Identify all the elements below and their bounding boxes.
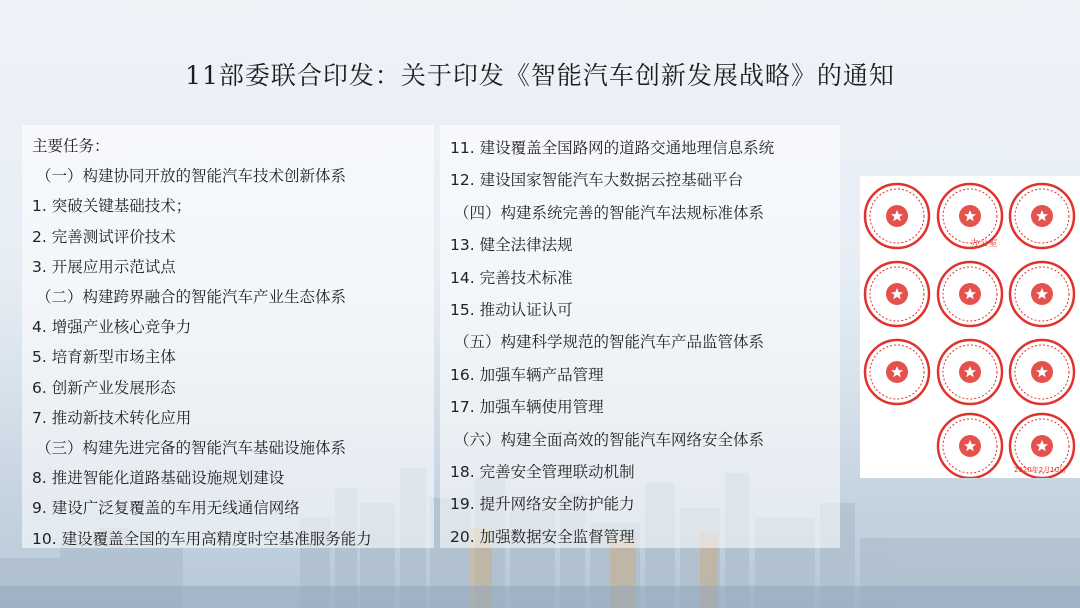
list-item: 4. 增强产业核心竞争力 [32, 318, 192, 337]
list-item: 14. 完善技术标准 [450, 268, 573, 287]
section-heading: （六）构建全面高效的智能汽车网络安全体系 [454, 430, 765, 449]
list-item: 2. 完善测试评价技术 [32, 227, 176, 246]
list-item: 19. 提升网络安全防护能力 [450, 495, 635, 514]
list-item: 7. 推动新技术转化应用 [32, 408, 192, 427]
list-item: 15. 推动认证认可 [450, 301, 573, 320]
list-item: 12. 建设国家智能汽车大数据云控基础平台 [450, 171, 744, 190]
list-heading: 主要任务： [32, 137, 110, 155]
list-item: 3. 开展应用示范试点 [32, 257, 176, 276]
section-heading: （五）构建科学规范的智能汽车产品监管体系 [454, 333, 765, 352]
seals-graphic [860, 176, 1080, 478]
list-item: 18. 完善安全管理联动机制 [450, 463, 635, 482]
section-heading: （二）构建跨界融合的智能汽车产业生态体系 [36, 288, 347, 307]
official-seals-image [860, 176, 1080, 478]
list-item: 5. 培育新型市场主体 [32, 348, 176, 367]
seal-office-label: 办公室 [970, 239, 998, 249]
list-item: 1. 突破关键基础技术； [32, 197, 192, 216]
list-item: 11. 建设覆盖全国路网的道路交通地理信息系统 [450, 139, 775, 157]
list-item: 13. 健全法律法规 [450, 236, 573, 255]
list-item: 17. 加强车辆使用管理 [450, 398, 604, 417]
section-heading: （四）构建系统完善的智能汽车法规标准体系 [454, 203, 765, 222]
list-item: 6. 创新产业发展形态 [32, 378, 176, 397]
list-item: 10. 建设覆盖全国的车用高精度时空基准服务能力 [32, 529, 372, 548]
list-item: 20. 加强数据安全监督管理 [450, 527, 635, 546]
list-item: 8. 推进智能化道路基础设施规划建设 [32, 469, 285, 488]
left-task-list [32, 131, 372, 554]
section-heading: （一）构建协同开放的智能汽车技术创新体系 [36, 167, 347, 186]
seal-date-label: 2020年2月10日 [1013, 466, 1067, 474]
list-item: 16. 加强车辆产品管理 [450, 365, 604, 384]
page-title: 11部委联合印发：关于印发《智能汽车创新发展战略》的通知 [185, 61, 895, 90]
right-task-list [450, 132, 774, 553]
section-heading: （三）构建先进完备的智能汽车基础设施体系 [36, 439, 347, 458]
list-item: 9. 建设广泛复覆盖的车用无线通信网络 [32, 499, 300, 518]
